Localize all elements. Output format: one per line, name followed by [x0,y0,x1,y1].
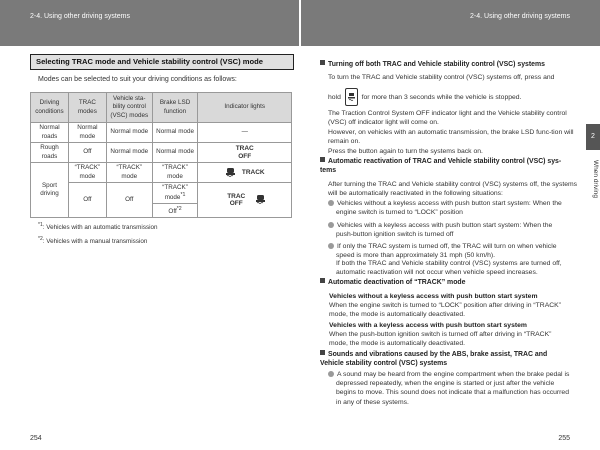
square-bullet-icon [320,157,325,162]
round-bullet-icon [328,371,334,377]
col-header-brake-lsd: Brake LSD function [152,93,198,123]
square-bullet-icon [320,350,325,355]
trac-off-indicator: TRAC OFF [227,192,246,208]
bullet-only-trac: If only the TRAC system is turned off, the TRAC will turn on when vehicle speed is more than approximately 31 mph (50 km/h). [328,242,570,260]
section-title-box [30,54,294,70]
bullet-with-keyless: Vehicles with a keyless access with push button start system: When the push-button ignition switch is turned off [328,221,570,239]
left-header-bar [0,0,299,46]
cell-lsd: “TRACK” mode$^{*1}$ [152,183,198,204]
para-press-again: Press the button again to turn the systems back on. [328,148,483,155]
para-indicator-on: The Traction Control System OFF indicator light and the Vehicle stability control (VSC) off indicator light will come on. [328,110,567,127]
table-row-rough [31,143,292,163]
cell-lsd: Off$^{*2}$ [152,204,198,218]
heading-auto-reactivation: Automatic reactivation of TRAC and Vehicle stability control (VSC) sys-tems [320,158,562,175]
right-header-title: 2-4. Using other driving systems [470,13,570,20]
square-bullet-icon [320,278,325,283]
chapter-tab: 2 [586,124,600,150]
col-header-driving-conditions: Driving conditions [31,93,69,123]
chapter-label: When driving [592,160,599,198]
round-bullet-icon [328,222,334,228]
cell-indicator [198,183,292,218]
heading-turning-off: Turning off both TRAC and Vehicle stability control (VSC) systems [320,60,570,69]
cell-vsc: “TRACK” mode [106,163,152,183]
left-header-title: 2-4. Using other driving systems [30,13,130,20]
para-reactivation: After turning the TRAC and Vehicle stability control (VSC) systems off, the systems will be automatically reactivated in the following situations: [328,181,578,198]
right-page-number: 255 [558,435,570,442]
vsc-off-icon [225,167,236,179]
para-both-off: If both the TRAC and Vehicle stability control (VSC) systems are turned off, automatic reactivation will not occur when vehicle speed increases. [336,260,562,277]
modes-table [30,92,292,218]
cell-trac: Off [68,143,106,163]
cell-lsd: Normal mode [152,123,198,143]
col-header-trac-modes: TRAC modes [68,93,106,123]
track-indicator: TRACK [241,168,265,176]
table-row-sport-off [31,183,292,204]
cell-trac: Normal mode [68,123,106,143]
cell-condition: Sport driving [31,163,69,218]
intro-text: Modes can be selected to suit your driving conditions as follows: [38,76,237,83]
vsc-off-icon [255,194,266,206]
col-header-vsc-modes: Vehicle sta-bility control (VSC) modes [106,93,152,123]
cell-condition: Normal roads [31,123,69,143]
heading-sounds-vibrations: Sounds and vibrations caused by the ABS, brake assist, TRAC and Vehicle stability control (VSC) systems [320,351,548,368]
footnote-2: $^{*2}$: Vehicles with a manual transmission [38,236,148,246]
para-hold: hold for more than 3 seconds while the vehicle is stopped. [328,88,578,106]
col-header-indicator-lights: Indicator lights [198,93,292,123]
footnote-1: $^{*1}$: Vehicles with an automatic transmission [38,222,158,232]
round-bullet-icon [328,243,334,249]
cell-trac: “TRACK” mode [68,163,106,183]
cell-indicator [198,143,292,163]
cell-lsd: “TRACK” mode [152,163,198,183]
cell-lsd: Normal mode [152,143,198,163]
subheading-with-keyless: Vehicles with a keyless access with push button start system [329,322,527,329]
bullet-without-keyless: Vehicles without a keyless access with push button start system: When the engine switch is turned to “LOCK” position [328,199,570,217]
cell-indicator: — [198,123,292,143]
cell-indicator [198,163,292,183]
para-without-keyless: When the engine switch is turned to “LOCK” position after driving in “TRACK” mode, the mode is automatically deactivated. [329,302,561,319]
cell-trac: Off [68,183,106,218]
cell-vsc: Normal mode [106,123,152,143]
vsc-off-switch-icon [345,88,358,106]
table-row-normal [31,123,292,143]
trac-off-indicator: TRAC OFF [235,145,254,160]
para-turn-off: To turn the TRAC and Vehicle stability control (VSC) systems off, press and [328,74,555,81]
section-title: Selecting TRAC mode and Vehicle stability control (VSC) mode [36,57,264,66]
square-bullet-icon [320,60,325,65]
bullet-sound: A sound may be heard from the engine compartment when the brake pedal is depressed repeatedly, when the engine is started or just after the vehicle begins to move. This sound does not indicate that a malfunction has occurred in any of these systems. [328,370,570,407]
cell-condition: Rough roads [31,143,69,163]
left-page-number: 254 [30,435,42,442]
para-lsd-remains: However, on vehicles with an automatic transmission, the brake LSD func-tion will remain on. [328,129,574,146]
cell-vsc: Normal mode [106,143,152,163]
subheading-without-keyless: Vehicles without a keyless access with push button start system [329,293,538,300]
round-bullet-icon [328,200,334,206]
table-row-sport-track [31,163,292,183]
para-with-keyless: When the push-button ignition switch is turned off after driving in “TRACK” mode, the mode is automatically deactivated. [329,331,552,348]
cell-vsc: Off [106,183,152,218]
right-header-bar [301,0,600,46]
heading-auto-deactivation: Automatic deactivation of “TRACK” mode [320,278,570,287]
